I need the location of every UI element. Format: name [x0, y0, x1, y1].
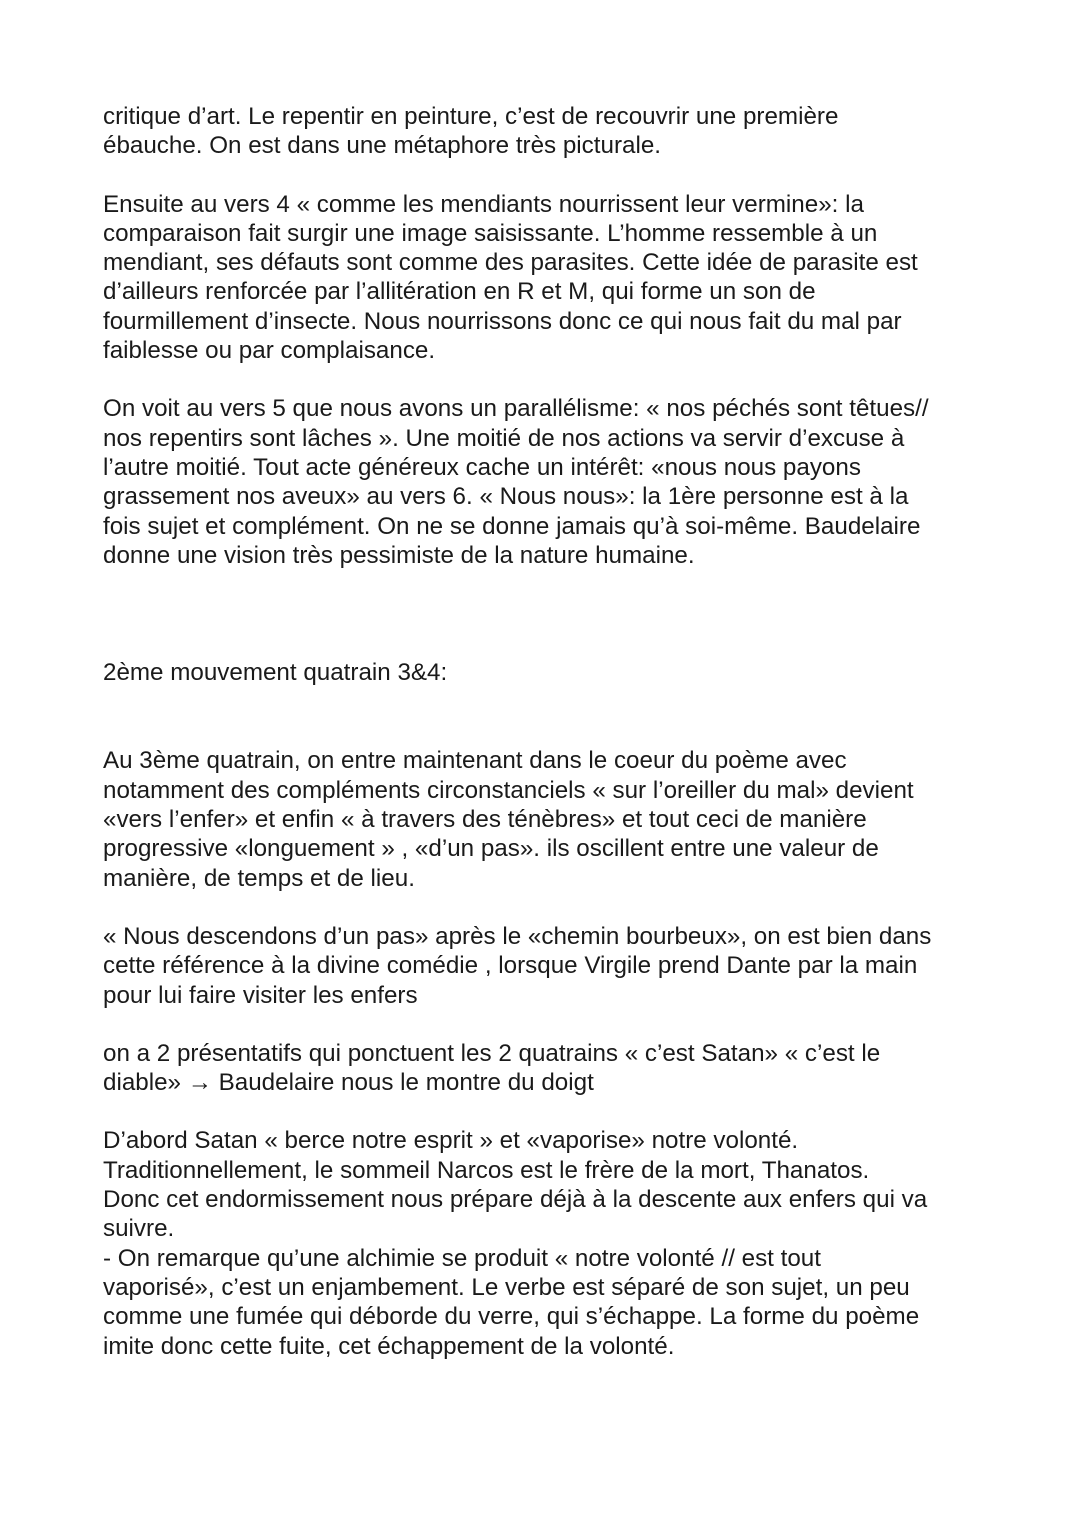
text-line: « Nous descendons d’un pas» après le «chemin bourbeux», on est bien dans	[103, 922, 932, 950]
text-line: ébauche. On est dans une métaphore très picturale.	[103, 132, 662, 160]
document-page	[103, 102, 1003, 1361]
text-line: comparaison fait surgir une image saisissante. L’homme ressemble à un	[103, 219, 878, 247]
paragraph-troisieme-quatrain	[103, 746, 1003, 892]
heading-line: 2ème mouvement quatrain 3&4:	[103, 659, 448, 687]
text-line: grassement nos aveux» au vers 6. « Nous nous»: la 1ère personne est à la	[103, 483, 909, 511]
text-line: vaporisé», c’est un enjambement. Le verbe est séparé de son sujet, un peu	[103, 1273, 910, 1301]
text-line: pour lui faire visiter les enfers	[103, 981, 418, 1009]
text-line: critique d’art. Le repentir en peinture, c’est de recouvrir une première	[103, 103, 839, 130]
text-line: Donc cet endormissement nous prépare déjà à la descente aux enfers qui va	[103, 1186, 928, 1214]
paragraph-mendiants	[103, 190, 1003, 366]
text-line: faiblesse ou par complaisance.	[103, 337, 436, 365]
paragraph-presentatifs	[103, 1039, 1003, 1098]
text-line: progressive «longuement » , «d’un pas». ils oscillent entre une valeur de	[103, 835, 879, 863]
text-line: imite donc cette fuite, cet échappement de la volonté.	[103, 1332, 675, 1360]
text-line: suivre.	[103, 1215, 175, 1243]
text-line: cette référence à la divine comédie , lorsque Virgile prend Dante par la main	[103, 952, 918, 980]
paragraph-repentir-peinture	[103, 102, 1003, 161]
text-line: fourmillement d’insecte. Nous nourrissons donc ce qui nous fait du mal par	[103, 307, 902, 335]
text-line: on a 2 présentatifs qui ponctuent les 2 quatrains « c’est Satan» « c’est le	[103, 1039, 881, 1067]
text-line: donne une vision très pessimiste de la nature humaine.	[103, 541, 695, 569]
text-line: l’autre moitié. Tout acte généreux cache un intérêt: «nous nous payons	[103, 453, 861, 481]
text-line: notamment des compléments circonstanciels « sur l’oreiller du mal» devient	[103, 776, 914, 804]
text-line: fois sujet et complément. On ne se donne jamais qu’à soi-même. Baudelaire	[103, 512, 921, 540]
text-line: comme une fumée qui déborde du verre, qui s’échappe. La forme du poème	[103, 1303, 920, 1331]
text-line: mendiant, ses défauts sont comme des parasites. Cette idée de parasite est	[103, 249, 918, 277]
text-line: On voit au vers 5 que nous avons un parallélisme: « nos péchés sont têtues//	[103, 395, 929, 423]
text-line: manière, de temps et de lieu.	[103, 864, 415, 892]
text-line: «vers l’enfer» et enfin « à travers des ténèbres» et tout ceci de manière	[103, 806, 867, 834]
paragraph-satan-berce	[103, 1126, 1003, 1360]
section-heading-mouvement-2	[103, 658, 1003, 687]
text-line: Traditionnellement, le sommeil Narcos est le frère de la mort, Thanatos.	[103, 1156, 870, 1184]
text-line: - On remarque qu’une alchimie se produit « notre volonté // est tout	[103, 1244, 821, 1272]
text-line: Au 3ème quatrain, on entre maintenant dans le coeur du poème avec	[103, 747, 847, 775]
paragraph-parallelisme	[103, 394, 1003, 570]
text-line: d’ailleurs renforcée par l’allitération en R et M, qui forme un son de	[103, 278, 816, 306]
text-line: nos repentirs sont lâches ». Une moitié de nos actions va servir d’excuse à	[103, 424, 905, 452]
paragraph-descendons	[103, 922, 1003, 1010]
text-line: Ensuite au vers 4 « comme les mendiants nourrissent leur vermine»: la	[103, 190, 864, 218]
text-line: D’abord Satan « berce notre esprit » et «vaporise» notre volonté.	[103, 1127, 799, 1155]
text-line: diable» → Baudelaire nous le montre du doigt	[103, 1069, 594, 1097]
